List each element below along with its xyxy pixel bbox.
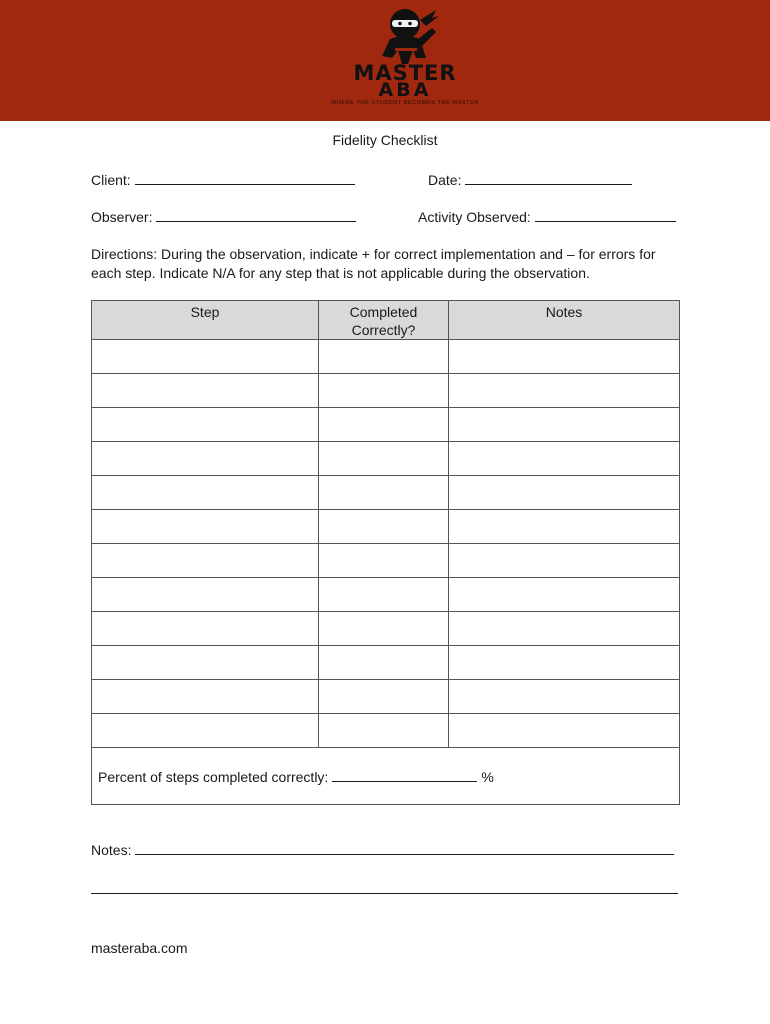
notes-cell[interactable]: [449, 680, 680, 714]
step-cell[interactable]: [92, 408, 319, 442]
step-cell[interactable]: [92, 510, 319, 544]
directions-text: Directions: During the observation, indicate + for correct implementation and – for errors for each step. Indicate N/A for any step that is not applicable during the observation.: [91, 246, 656, 281]
observer-label: Observer:: [91, 209, 153, 225]
step-cell[interactable]: [92, 714, 319, 748]
completed-cell[interactable]: [319, 510, 449, 544]
date-input-line[interactable]: [465, 170, 632, 185]
notes-cell[interactable]: [449, 442, 680, 476]
completed-cell[interactable]: [319, 374, 449, 408]
step-cell[interactable]: [92, 680, 319, 714]
observer-activity-row: [91, 207, 681, 227]
client-field: [91, 170, 355, 188]
table-row: [92, 374, 680, 408]
notes-cell[interactable]: [449, 374, 680, 408]
completed-cell[interactable]: [319, 646, 449, 680]
percent-cell: [92, 748, 680, 805]
table-row: [92, 442, 680, 476]
notes-cell[interactable]: [449, 544, 680, 578]
notes-cell[interactable]: [449, 476, 680, 510]
table-row: [92, 340, 680, 374]
completed-cell[interactable]: [319, 714, 449, 748]
table-row: [92, 510, 680, 544]
table-row: [92, 578, 680, 612]
completed-cell[interactable]: [319, 578, 449, 612]
step-cell[interactable]: [92, 340, 319, 374]
table-row: [92, 612, 680, 646]
completed-cell[interactable]: [319, 680, 449, 714]
percent-label: Percent of steps completed correctly:: [98, 769, 329, 785]
step-cell[interactable]: [92, 476, 319, 510]
table-header-row: [92, 301, 680, 340]
logo-wordmark-aba: ABA: [378, 79, 432, 101]
notes-cell[interactable]: [449, 714, 680, 748]
observer-field: [91, 207, 356, 225]
logo-wordmark-master: MASTER: [353, 61, 457, 85]
completed-cell[interactable]: [319, 476, 449, 510]
table-row: [92, 714, 680, 748]
step-cell[interactable]: [92, 442, 319, 476]
step-cell[interactable]: [92, 612, 319, 646]
header-banner: [0, 0, 770, 121]
date-label: Date:: [428, 172, 462, 188]
date-field: [428, 170, 632, 188]
activity-input-line[interactable]: [535, 207, 676, 222]
table-row: [92, 646, 680, 680]
step-header: Step: [92, 301, 319, 340]
fidelity-table: [91, 300, 680, 805]
footer-website: masteraba.com: [91, 940, 188, 956]
percent-suffix: %: [481, 769, 494, 785]
client-date-row: [91, 170, 681, 190]
completed-cell[interactable]: [319, 544, 449, 578]
observer-input-line[interactable]: [156, 207, 356, 222]
client-label: Client:: [91, 172, 131, 188]
notes-label: Notes:: [91, 842, 132, 858]
notes-header: Notes: [449, 301, 680, 340]
table-row: [92, 476, 680, 510]
step-cell[interactable]: [92, 544, 319, 578]
notes-cell[interactable]: [449, 510, 680, 544]
activity-field: [418, 207, 676, 225]
master-aba-logo: [325, 4, 485, 108]
notes-cell[interactable]: [449, 612, 680, 646]
notes-cell[interactable]: [449, 646, 680, 680]
notes-input-line-2[interactable]: [91, 893, 678, 894]
client-input-line[interactable]: [135, 170, 355, 185]
notes-input-line[interactable]: [135, 840, 674, 855]
table-row: [92, 408, 680, 442]
completed-cell[interactable]: [319, 340, 449, 374]
table-row: [92, 544, 680, 578]
notes-cell[interactable]: [449, 340, 680, 374]
notes-cell[interactable]: [449, 578, 680, 612]
step-cell[interactable]: [92, 578, 319, 612]
table-body: [92, 340, 680, 805]
notes-field: [91, 840, 681, 858]
step-cell[interactable]: [92, 646, 319, 680]
logo-tagline: WHERE THE STUDENT BECOMES THE MASTER: [331, 100, 479, 106]
page-title: Fidelity Checklist: [332, 132, 438, 148]
completed-cell[interactable]: [319, 442, 449, 476]
completed-cell[interactable]: [319, 612, 449, 646]
step-cell[interactable]: [92, 374, 319, 408]
completed-header: Completed Correctly?: [319, 301, 449, 340]
percent-row: [92, 748, 680, 805]
ninja-icon: [370, 6, 440, 66]
activity-label: Activity Observed:: [418, 209, 531, 225]
notes-cell[interactable]: [449, 408, 680, 442]
completed-cell[interactable]: [319, 408, 449, 442]
table-row: [92, 680, 680, 714]
percent-input-line[interactable]: [332, 767, 477, 782]
